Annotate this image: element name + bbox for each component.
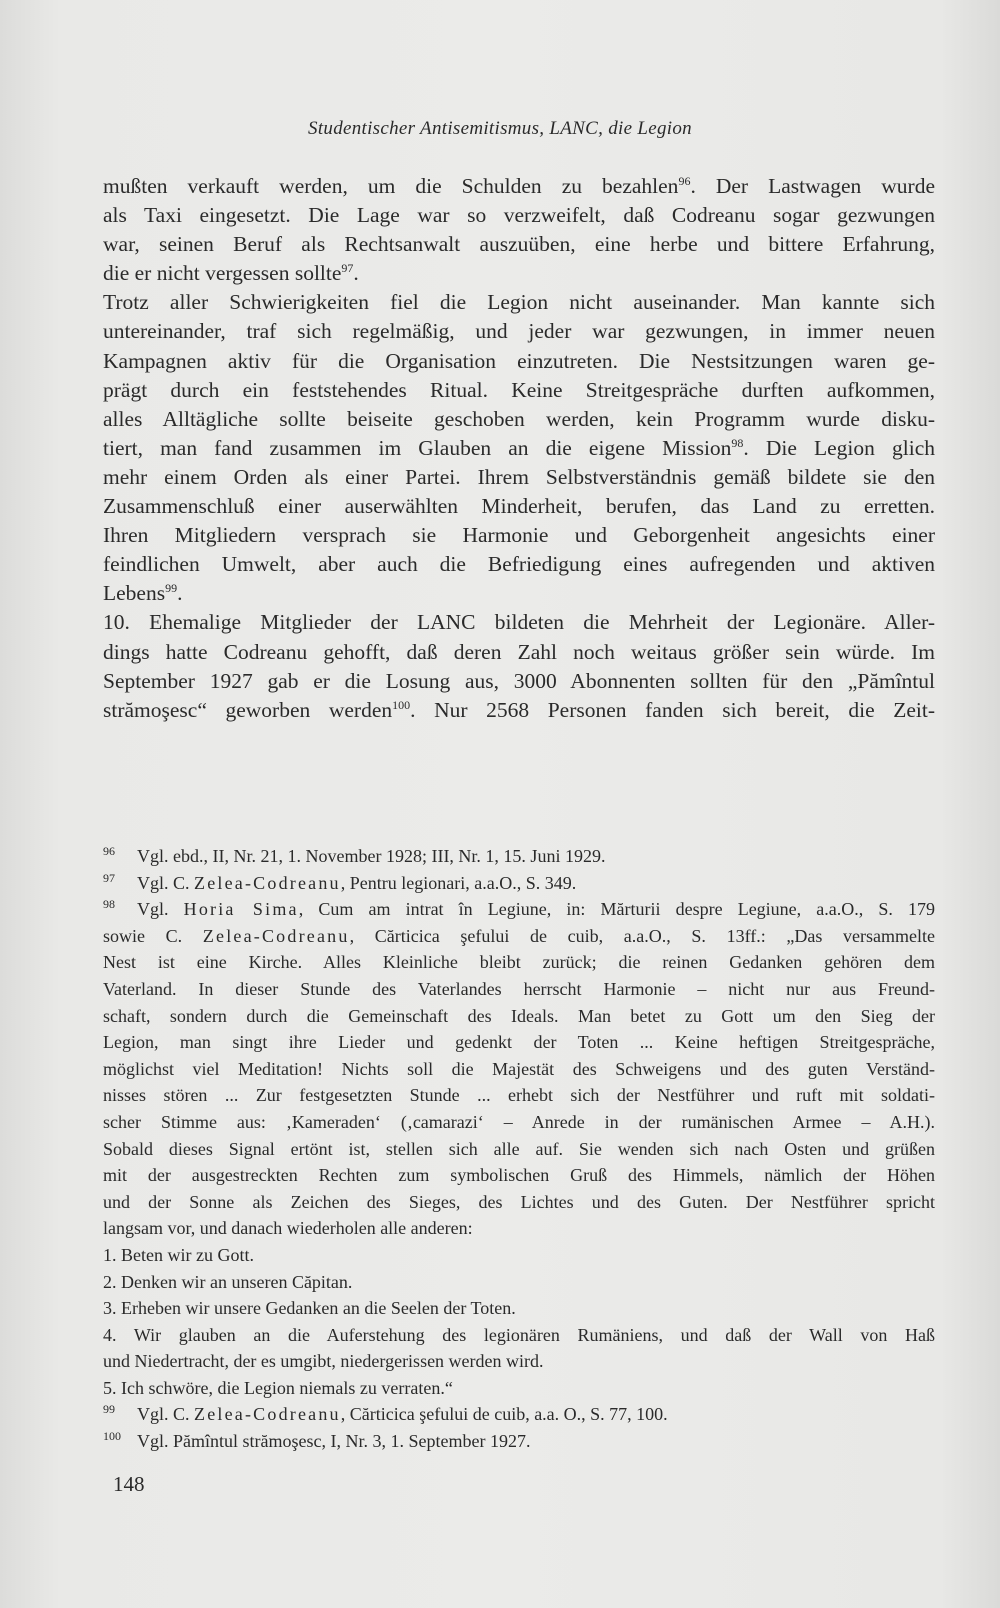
footnote-continuation: möglichst viel Meditation! Nichts soll die Majestät des Schweigens und des guten Verständ-	[103, 1058, 935, 1079]
footnote: 99 Vgl. C. Zelea-Codreanu, Cărticica şefului de cuib, a.a. O., S. 77, 100.	[103, 1402, 668, 1425]
footnote-continuation: Nest ist eine Kirche. Alles Kleinliche bleibt zurück; die reinen Gedanken gehören dem	[103, 952, 935, 973]
body-line: als Taxi eingesetzt. Die Lage war so verzweifelt, daß Codreanu sogar gezwungen	[103, 203, 935, 228]
body-line: prägt durch ein feststehendes Ritual. Keine Streitgespräche durften aufkommen,	[103, 377, 935, 402]
footnote-reference: 98	[731, 435, 744, 450]
footnote-continuation: 4. Wir glauben an die Auferstehung des legionären Rumäniens, und daß der Wall von Haß	[103, 1324, 935, 1345]
footnote-continuation: sowie C. Zelea-Codreanu, Cărticica şefului de cuib, a.a.O., S. 13ff.: „Das versammelte	[103, 925, 935, 946]
footnote-reference: 100	[392, 697, 411, 712]
footnote: 96 Vgl. ebd., II, Nr. 21, 1. November 1928; III, Nr. 1, 15. Juni 1929.	[103, 844, 606, 866]
body-line: mußten verkauft werden, um die Schulden zu bezahlen$^{96}$. Der Lastwagen wurde	[103, 174, 935, 198]
footnote-continuation: nisses stören ... Zur festgesetzten Stunde ... erhebt sich der Nestführer und ruft mit soldati-	[103, 1085, 935, 1106]
footnote-continuation: Legion, man singt ihre Lieder und gedenkt der Toten ... Keine heftigen Streitgespräche,	[103, 1032, 935, 1053]
footnote-reference: 99	[165, 581, 178, 596]
body-line: Ihren Mitgliedern versprach sie Harmonie und Geborgenheit angesichts einer	[103, 523, 935, 548]
footnote-continuation: langsam vor, und danach wiederholen alle anderen:	[103, 1218, 473, 1239]
footnote-continuation: Vaterland. In dieser Stunde des Vaterlandes herrscht Harmonie – nicht nur aus Freund-	[103, 978, 935, 999]
body-line: Kampagnen aktiv für die Organisation einzutreten. Die Nestsitzungen waren ge-	[103, 348, 935, 373]
body-line: tiert, man fand zusammen im Glauben an die eigene Mission$^{98}$. Die Legion glich	[103, 435, 935, 460]
body-line: Trotz aller Schwierigkeiten fiel die Legion nicht auseinander. Man kannte sich	[103, 290, 935, 315]
body-line: Lebens$^{99}$.	[103, 581, 183, 606]
footnote-continuation: scher Stimme aus: ‚Kameraden‘ (‚camarazi‘ – Anrede in der rumänischen Armee – A.H.).	[103, 1111, 935, 1132]
footnote-reference: 97	[341, 261, 354, 276]
footnote: 97 Vgl. C. Zelea-Codreanu, Pentru legionari, a.a.O., S. 349.	[103, 870, 577, 893]
footnote-continuation: 5. Ich schwöre, die Legion niemals zu verraten.“	[103, 1377, 453, 1398]
author-name: Horia Sima	[183, 899, 299, 920]
body-line: die er nicht vergessen sollte$^{97}$.	[103, 261, 359, 286]
body-line: mehr einem Orden als einer Partei. Ihrem Selbstverständnis gemäß bildete sie den	[103, 464, 935, 489]
author-name: Zelea-Codreanu	[194, 1404, 341, 1425]
footnote-continuation: Sobald dieses Signal ertönt ist, stellen sich alle auf. Sie wenden sich nach Osten und grüßen	[103, 1138, 935, 1159]
body-line: dings hatte Codreanu gehofft, daß deren Zahl noch weitaus größer sein würde. Im	[103, 639, 935, 664]
author-name: Zelea-Codreanu	[194, 872, 341, 893]
body-line: alles Alltägliche sollte beiseite geschoben werden, kein Programm wurde disku-	[103, 406, 935, 431]
body-line: September 1927 gab er die Losung aus, 3000 Abonnenten sollten für den „Pămîntul	[103, 668, 935, 693]
footnotes	[103, 843, 935, 1455]
page-number: 148	[113, 1472, 145, 1496]
footnote-continuation: mit der ausgestreckten Rechten zum symbolischen Gruß des Himmels, nämlich der Höhen	[103, 1165, 935, 1186]
footnote-reference: 96	[678, 174, 691, 188]
body-line: 10. Ehemalige Mitglieder der LANC bildeten die Mehrheit der Legionäre. Aller-	[103, 610, 935, 635]
body-line: Zusammenschluß einer auserwählten Minderheit, berufen, das Land zu erretten.	[103, 494, 935, 519]
body-line: strămoşesc“ geworben werden$^{100}$. Nur 2568 Personen fanden sich bereit, die Zeit-	[103, 697, 936, 722]
footnote-continuation: und der Sonne als Zeichen des Sieges, des Lichtes und des Guten. Der Nestführer spricht	[103, 1191, 935, 1212]
running-head: Studentischer Antisemitismus, LANC, die Legion	[308, 118, 692, 139]
body-text	[103, 172, 935, 725]
footnote-continuation: 2. Denken wir an unseren Căpitan.	[103, 1271, 353, 1292]
footnote: 100 Vgl. Pămîntul strămoşesc, I, Nr. 3, 1. September 1927.	[103, 1429, 531, 1452]
footnote: 98 Vgl. Horia Sima, Cum am intrat în Legiune, in: Mărturii despre Legiune, a.a.O., S. 179	[103, 897, 936, 920]
body-line: war, seinen Beruf als Rechtsanwalt auszuüben, eine herbe und bittere Erfahrung,	[103, 232, 935, 257]
body-line: feindlichen Umwelt, aber auch die Befriedigung eines aufregenden und aktiven	[103, 552, 935, 577]
author-name: Zelea-Codreanu	[202, 925, 350, 946]
body-line: untereinander, traf sich regelmäßig, und jeder war gezwungen, in immer neuen	[103, 319, 935, 344]
footnote-continuation: und Niedertracht, der es umgibt, niedergerissen werden wird.	[103, 1351, 544, 1372]
footnote-continuation: 1. Beten wir zu Gott.	[103, 1244, 254, 1265]
footnote-continuation: 3. Erheben wir unsere Gedanken an die Seelen der Toten.	[103, 1298, 516, 1319]
footnote-continuation: schaft, sondern durch die Gemeinschaft des Ideals. Man betet zu Gott um den Sieg der	[103, 1005, 935, 1026]
